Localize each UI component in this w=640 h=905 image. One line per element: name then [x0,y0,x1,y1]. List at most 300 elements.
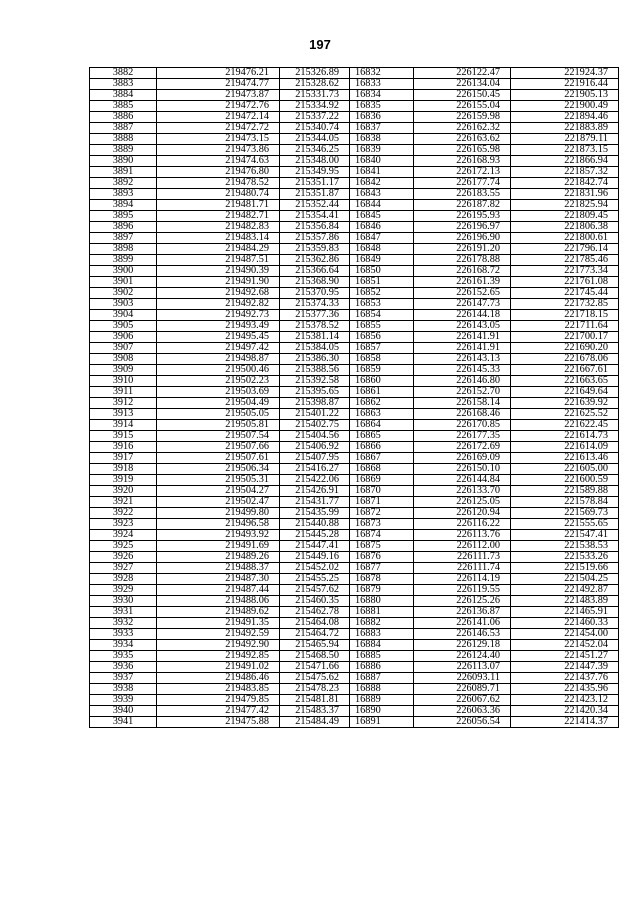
x-coordinate-b-cell: 226136.87 [414,607,511,618]
table-row [90,486,619,497]
table-row [90,453,619,464]
point-number-b-cell: 16858 [350,354,414,365]
x-coordinate-b-cell: 226116.22 [414,519,511,530]
point-number-a-cell: 3898 [90,244,157,255]
x-coordinate-b-cell: 226196.90 [414,233,511,244]
point-number-a-cell: 3892 [90,178,157,189]
x-coordinate-a-cell: 219472.72 [157,123,280,134]
x-coordinate-b-cell: 226168.72 [414,266,511,277]
x-coordinate-a-cell: 219483.14 [157,233,280,244]
table-row [90,585,619,596]
y-coordinate-a-cell: 215331.73 [280,90,350,101]
table-row [90,706,619,717]
y-coordinate-a-cell: 215381.14 [280,332,350,343]
y-coordinate-b-cell: 221538.53 [511,541,619,552]
table-row [90,563,619,574]
point-number-b-cell: 16839 [350,145,414,156]
table-row [90,640,619,651]
point-number-b-cell: 16847 [350,233,414,244]
y-coordinate-b-cell: 221883.89 [511,123,619,134]
point-number-b-cell: 16845 [350,211,414,222]
x-coordinate-a-cell: 219497.42 [157,343,280,354]
table-row [90,497,619,508]
point-number-a-cell: 3883 [90,79,157,90]
point-number-b-cell: 16880 [350,596,414,607]
y-coordinate-b-cell: 221900.49 [511,101,619,112]
x-coordinate-b-cell: 226113.07 [414,662,511,673]
x-coordinate-b-cell: 226134.04 [414,79,511,90]
point-number-b-cell: 16873 [350,519,414,530]
x-coordinate-a-cell: 219507.54 [157,431,280,442]
table-row [90,90,619,101]
x-coordinate-b-cell: 226144.18 [414,310,511,321]
y-coordinate-a-cell: 215398.87 [280,398,350,409]
y-coordinate-b-cell: 221842.74 [511,178,619,189]
point-number-b-cell: 16859 [350,365,414,376]
x-coordinate-a-cell: 219505.81 [157,420,280,431]
table-row [90,552,619,563]
x-coordinate-b-cell: 226063.36 [414,706,511,717]
point-number-a-cell: 3906 [90,332,157,343]
x-coordinate-a-cell: 219482.71 [157,211,280,222]
x-coordinate-b-cell: 226141.91 [414,332,511,343]
point-number-b-cell: 16883 [350,629,414,640]
y-coordinate-b-cell: 221460.33 [511,618,619,629]
x-coordinate-a-cell: 219492.68 [157,288,280,299]
x-coordinate-b-cell: 226195.93 [414,211,511,222]
x-coordinate-b-cell: 226150.45 [414,90,511,101]
y-coordinate-a-cell: 215440.88 [280,519,350,530]
y-coordinate-a-cell: 215464.08 [280,618,350,629]
y-coordinate-a-cell: 215452.02 [280,563,350,574]
y-coordinate-a-cell: 215351.87 [280,189,350,200]
y-coordinate-a-cell: 215368.90 [280,277,350,288]
y-coordinate-b-cell: 221420.34 [511,706,619,717]
point-number-b-cell: 16888 [350,684,414,695]
y-coordinate-b-cell: 221905.13 [511,90,619,101]
table-row [90,200,619,211]
x-coordinate-b-cell: 226152.70 [414,387,511,398]
point-number-b-cell: 16860 [350,376,414,387]
point-number-a-cell: 3895 [90,211,157,222]
point-number-b-cell: 16850 [350,266,414,277]
x-coordinate-b-cell: 226187.82 [414,200,511,211]
y-coordinate-b-cell: 221700.17 [511,332,619,343]
y-coordinate-a-cell: 215349.95 [280,167,350,178]
y-coordinate-b-cell: 221732.85 [511,299,619,310]
point-number-a-cell: 3934 [90,640,157,651]
x-coordinate-b-cell: 226119.55 [414,585,511,596]
table-row [90,651,619,662]
x-coordinate-a-cell: 219491.90 [157,277,280,288]
x-coordinate-b-cell: 226113.76 [414,530,511,541]
y-coordinate-b-cell: 221831.96 [511,189,619,200]
table-row [90,101,619,112]
y-coordinate-b-cell: 221809.45 [511,211,619,222]
x-coordinate-a-cell: 219488.37 [157,563,280,574]
x-coordinate-a-cell: 219487.44 [157,585,280,596]
y-coordinate-a-cell: 215471.66 [280,662,350,673]
x-coordinate-b-cell: 226177.35 [414,431,511,442]
point-number-a-cell: 3922 [90,508,157,519]
x-coordinate-b-cell: 226152.65 [414,288,511,299]
x-coordinate-a-cell: 219475.88 [157,717,280,728]
y-coordinate-a-cell: 215447.41 [280,541,350,552]
point-number-a-cell: 3926 [90,552,157,563]
y-coordinate-b-cell: 221465.91 [511,607,619,618]
x-coordinate-a-cell: 219496.58 [157,519,280,530]
table-row [90,222,619,233]
point-number-a-cell: 3910 [90,376,157,387]
y-coordinate-b-cell: 221614.73 [511,431,619,442]
x-coordinate-a-cell: 219487.30 [157,574,280,585]
y-coordinate-a-cell: 215445.28 [280,530,350,541]
point-number-a-cell: 3921 [90,497,157,508]
point-number-b-cell: 16889 [350,695,414,706]
point-number-b-cell: 16841 [350,167,414,178]
point-number-a-cell: 3882 [90,68,157,79]
table-row [90,574,619,585]
point-number-b-cell: 16879 [350,585,414,596]
coordinate-table-body [90,68,619,728]
table-row [90,519,619,530]
point-number-a-cell: 3901 [90,277,157,288]
y-coordinate-b-cell: 221894.46 [511,112,619,123]
y-coordinate-a-cell: 215378.52 [280,321,350,332]
point-number-b-cell: 16853 [350,299,414,310]
x-coordinate-b-cell: 226170.85 [414,420,511,431]
y-coordinate-b-cell: 221533.26 [511,552,619,563]
x-coordinate-b-cell: 226169.09 [414,453,511,464]
table-row [90,365,619,376]
x-coordinate-a-cell: 219492.73 [157,310,280,321]
y-coordinate-a-cell: 215348.00 [280,156,350,167]
point-number-b-cell: 16882 [350,618,414,629]
x-coordinate-b-cell: 226162.32 [414,123,511,134]
point-number-a-cell: 3887 [90,123,157,134]
y-coordinate-b-cell: 221639.92 [511,398,619,409]
x-coordinate-b-cell: 226133.70 [414,486,511,497]
y-coordinate-b-cell: 221663.65 [511,376,619,387]
x-coordinate-a-cell: 219505.31 [157,475,280,486]
point-number-b-cell: 16870 [350,486,414,497]
point-number-a-cell: 3920 [90,486,157,497]
point-number-a-cell: 3925 [90,541,157,552]
y-coordinate-a-cell: 215462.78 [280,607,350,618]
x-coordinate-a-cell: 219481.71 [157,200,280,211]
coordinate-table [89,67,619,728]
point-number-b-cell: 16837 [350,123,414,134]
table-row [90,398,619,409]
x-coordinate-a-cell: 219474.63 [157,156,280,167]
y-coordinate-a-cell: 215435.99 [280,508,350,519]
point-number-b-cell: 16855 [350,321,414,332]
y-coordinate-a-cell: 215468.50 [280,651,350,662]
table-row [90,629,619,640]
y-coordinate-b-cell: 221483.89 [511,596,619,607]
x-coordinate-b-cell: 226125.26 [414,596,511,607]
y-coordinate-a-cell: 215326.89 [280,68,350,79]
point-number-b-cell: 16885 [350,651,414,662]
x-coordinate-a-cell: 219492.59 [157,629,280,640]
point-number-b-cell: 16844 [350,200,414,211]
point-number-a-cell: 3932 [90,618,157,629]
x-coordinate-b-cell: 226177.74 [414,178,511,189]
table-row [90,79,619,90]
point-number-a-cell: 3909 [90,365,157,376]
table-row [90,464,619,475]
y-coordinate-a-cell: 215362.86 [280,255,350,266]
table-row [90,541,619,552]
point-number-b-cell: 16833 [350,79,414,90]
x-coordinate-a-cell: 219491.35 [157,618,280,629]
table-row [90,156,619,167]
point-number-a-cell: 3900 [90,266,157,277]
table-row [90,420,619,431]
y-coordinate-b-cell: 221745.44 [511,288,619,299]
point-number-a-cell: 3939 [90,695,157,706]
point-number-a-cell: 3936 [90,662,157,673]
table-row [90,530,619,541]
point-number-a-cell: 3928 [90,574,157,585]
y-coordinate-a-cell: 215337.22 [280,112,350,123]
point-number-a-cell: 3935 [90,651,157,662]
x-coordinate-b-cell: 226112.00 [414,541,511,552]
point-number-a-cell: 3894 [90,200,157,211]
x-coordinate-b-cell: 226093.11 [414,673,511,684]
table-row [90,211,619,222]
point-number-a-cell: 3930 [90,596,157,607]
y-coordinate-a-cell: 215374.33 [280,299,350,310]
table-row [90,68,619,79]
point-number-b-cell: 16875 [350,541,414,552]
x-coordinate-a-cell: 219479.85 [157,695,280,706]
x-coordinate-b-cell: 226161.39 [414,277,511,288]
table-row [90,167,619,178]
point-number-a-cell: 3888 [90,134,157,145]
y-coordinate-b-cell: 221569.73 [511,508,619,519]
point-number-b-cell: 16869 [350,475,414,486]
y-coordinate-b-cell: 221414.37 [511,717,619,728]
x-coordinate-a-cell: 219492.90 [157,640,280,651]
point-number-a-cell: 3924 [90,530,157,541]
x-coordinate-b-cell: 226145.33 [414,365,511,376]
table-row [90,607,619,618]
table-row [90,255,619,266]
point-number-b-cell: 16832 [350,68,414,79]
y-coordinate-b-cell: 221806.38 [511,222,619,233]
x-coordinate-a-cell: 219505.05 [157,409,280,420]
point-number-b-cell: 16842 [350,178,414,189]
y-coordinate-b-cell: 221761.08 [511,277,619,288]
point-number-b-cell: 16862 [350,398,414,409]
x-coordinate-b-cell: 226111.73 [414,552,511,563]
y-coordinate-b-cell: 221600.59 [511,475,619,486]
point-number-a-cell: 3916 [90,442,157,453]
x-coordinate-a-cell: 219472.14 [157,112,280,123]
y-coordinate-a-cell: 215344.05 [280,134,350,145]
point-number-b-cell: 16861 [350,387,414,398]
point-number-a-cell: 3923 [90,519,157,530]
x-coordinate-b-cell: 226111.74 [414,563,511,574]
table-row [90,684,619,695]
point-number-a-cell: 3937 [90,673,157,684]
table-row [90,134,619,145]
x-coordinate-b-cell: 226122.47 [414,68,511,79]
x-coordinate-a-cell: 219502.23 [157,376,280,387]
table-row [90,618,619,629]
point-number-b-cell: 16866 [350,442,414,453]
y-coordinate-b-cell: 221437.76 [511,673,619,684]
table-row [90,178,619,189]
point-number-b-cell: 16867 [350,453,414,464]
x-coordinate-a-cell: 219491.69 [157,541,280,552]
x-coordinate-b-cell: 226147.73 [414,299,511,310]
point-number-b-cell: 16851 [350,277,414,288]
y-coordinate-b-cell: 221796.14 [511,244,619,255]
x-coordinate-b-cell: 226124.40 [414,651,511,662]
table-row [90,244,619,255]
point-number-a-cell: 3890 [90,156,157,167]
x-coordinate-a-cell: 219507.61 [157,453,280,464]
y-coordinate-b-cell: 221879.11 [511,134,619,145]
x-coordinate-a-cell: 219488.06 [157,596,280,607]
point-number-a-cell: 3902 [90,288,157,299]
y-coordinate-a-cell: 215401.22 [280,409,350,420]
y-coordinate-a-cell: 215481.81 [280,695,350,706]
table-row [90,321,619,332]
y-coordinate-a-cell: 215464.72 [280,629,350,640]
x-coordinate-b-cell: 226178.88 [414,255,511,266]
x-coordinate-b-cell: 226129.18 [414,640,511,651]
y-coordinate-a-cell: 215404.56 [280,431,350,442]
point-number-b-cell: 16884 [350,640,414,651]
x-coordinate-a-cell: 219492.82 [157,299,280,310]
point-number-b-cell: 16854 [350,310,414,321]
x-coordinate-b-cell: 226146.53 [414,629,511,640]
x-coordinate-b-cell: 226159.98 [414,112,511,123]
y-coordinate-b-cell: 221857.32 [511,167,619,178]
y-coordinate-b-cell: 221605.00 [511,464,619,475]
x-coordinate-a-cell: 219476.80 [157,167,280,178]
y-coordinate-a-cell: 215460.35 [280,596,350,607]
y-coordinate-b-cell: 221916.44 [511,79,619,90]
x-coordinate-a-cell: 219493.92 [157,530,280,541]
y-coordinate-b-cell: 221773.34 [511,266,619,277]
point-number-a-cell: 3903 [90,299,157,310]
x-coordinate-b-cell: 226141.91 [414,343,511,354]
y-coordinate-a-cell: 215346.25 [280,145,350,156]
point-number-b-cell: 16865 [350,431,414,442]
table-row [90,662,619,673]
x-coordinate-b-cell: 226141.06 [414,618,511,629]
table-row [90,277,619,288]
point-number-a-cell: 3907 [90,343,157,354]
point-number-b-cell: 16874 [350,530,414,541]
y-coordinate-a-cell: 215407.95 [280,453,350,464]
y-coordinate-a-cell: 215356.84 [280,222,350,233]
point-number-b-cell: 16872 [350,508,414,519]
y-coordinate-b-cell: 221451.27 [511,651,619,662]
point-number-b-cell: 16836 [350,112,414,123]
point-number-a-cell: 3914 [90,420,157,431]
point-number-a-cell: 3905 [90,321,157,332]
x-coordinate-b-cell: 226143.13 [414,354,511,365]
x-coordinate-a-cell: 219486.46 [157,673,280,684]
y-coordinate-b-cell: 221711.64 [511,321,619,332]
x-coordinate-a-cell: 219476.21 [157,68,280,79]
x-coordinate-b-cell: 226196.97 [414,222,511,233]
point-number-b-cell: 16881 [350,607,414,618]
y-coordinate-a-cell: 215377.36 [280,310,350,321]
point-number-b-cell: 16864 [350,420,414,431]
point-number-a-cell: 3941 [90,717,157,728]
table-row [90,112,619,123]
y-coordinate-a-cell: 215334.92 [280,101,350,112]
x-coordinate-a-cell: 219477.42 [157,706,280,717]
y-coordinate-a-cell: 215455.25 [280,574,350,585]
point-number-a-cell: 3940 [90,706,157,717]
x-coordinate-a-cell: 219504.49 [157,398,280,409]
point-number-b-cell: 16834 [350,90,414,101]
x-coordinate-b-cell: 226125.05 [414,497,511,508]
y-coordinate-b-cell: 221622.45 [511,420,619,431]
x-coordinate-b-cell: 226089.71 [414,684,511,695]
x-coordinate-a-cell: 219504.27 [157,486,280,497]
point-number-a-cell: 3919 [90,475,157,486]
x-coordinate-a-cell: 219489.26 [157,552,280,563]
y-coordinate-b-cell: 221690.20 [511,343,619,354]
y-coordinate-a-cell: 215357.86 [280,233,350,244]
point-number-b-cell: 16890 [350,706,414,717]
table-row [90,442,619,453]
table-row [90,266,619,277]
point-number-a-cell: 3891 [90,167,157,178]
x-coordinate-a-cell: 219483.85 [157,684,280,695]
point-number-b-cell: 16846 [350,222,414,233]
y-coordinate-b-cell: 221866.94 [511,156,619,167]
y-coordinate-b-cell: 221454.00 [511,629,619,640]
point-number-a-cell: 3885 [90,101,157,112]
point-number-b-cell: 16840 [350,156,414,167]
point-number-b-cell: 16835 [350,101,414,112]
table-row [90,695,619,706]
x-coordinate-a-cell: 219500.46 [157,365,280,376]
x-coordinate-b-cell: 226183.55 [414,189,511,200]
x-coordinate-a-cell: 219503.69 [157,387,280,398]
y-coordinate-a-cell: 215352.44 [280,200,350,211]
x-coordinate-a-cell: 219489.62 [157,607,280,618]
table-row [90,431,619,442]
table-row [90,508,619,519]
point-number-a-cell: 3912 [90,398,157,409]
point-number-a-cell: 3918 [90,464,157,475]
point-number-b-cell: 16838 [350,134,414,145]
x-coordinate-a-cell: 219473.87 [157,90,280,101]
x-coordinate-a-cell: 219499.80 [157,508,280,519]
y-coordinate-b-cell: 221589.88 [511,486,619,497]
x-coordinate-a-cell: 219478.52 [157,178,280,189]
y-coordinate-a-cell: 215416.27 [280,464,350,475]
y-coordinate-a-cell: 215406.92 [280,442,350,453]
point-number-b-cell: 16849 [350,255,414,266]
y-coordinate-a-cell: 215340.74 [280,123,350,134]
y-coordinate-b-cell: 221825.94 [511,200,619,211]
y-coordinate-a-cell: 215484.49 [280,717,350,728]
y-coordinate-b-cell: 221614.09 [511,442,619,453]
point-number-b-cell: 16856 [350,332,414,343]
y-coordinate-b-cell: 221555.65 [511,519,619,530]
